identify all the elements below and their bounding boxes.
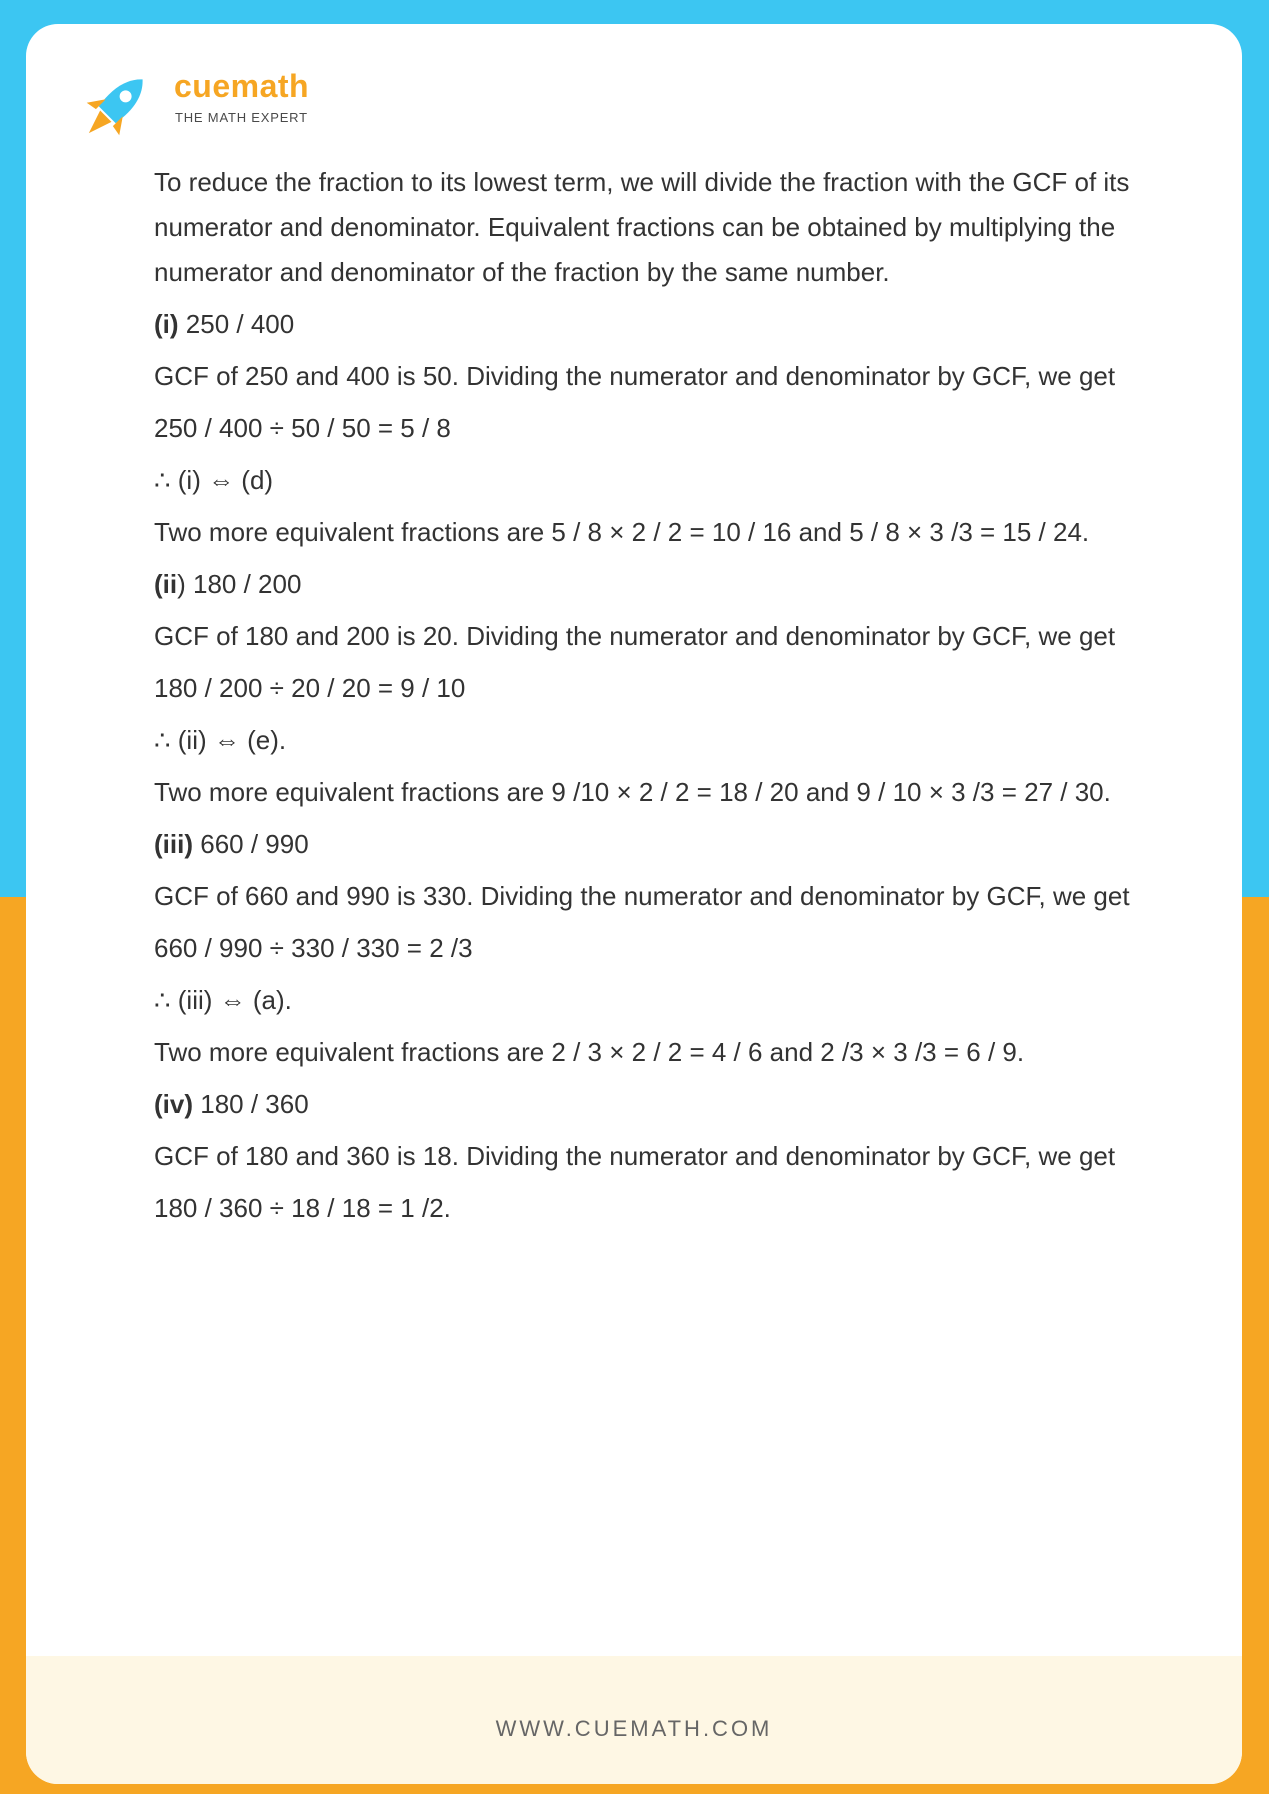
brand-logo[interactable] xyxy=(70,62,310,152)
gcf-text: GCF of 180 and 360 is 18. Dividing the numerator and denominator by GCF, we get xyxy=(154,1141,1116,1171)
calculation: 660 / 990 ÷ 330 / 330 = 2 /3 xyxy=(154,933,473,963)
rocket-icon xyxy=(70,62,160,152)
gcf-text: GCF of 660 and 990 is 330. Dividing the numerator and denominator by GCF, we get xyxy=(154,881,1130,911)
part-label: (iv) xyxy=(154,1089,193,1119)
equivalents-text: Two more equivalent fractions are 2 / 3 × 2 / 2 = 4 / 6 and 2 /3 × 3 /3 = 6 / 9. xyxy=(154,1037,1025,1067)
part-label: (ii xyxy=(154,569,178,599)
part-fraction: 660 / 990 xyxy=(200,829,309,859)
part-fraction: ) 180 / 200 xyxy=(177,569,302,599)
calculation: 180 / 200 ÷ 20 / 20 = 9 / 10 xyxy=(154,673,466,703)
footer-url[interactable]: WWW.CUEMATH.COM xyxy=(495,1716,773,1741)
match-result: ∴ (i) ⇔ (d) xyxy=(154,465,274,495)
gcf-text: GCF of 180 and 200 is 20. Dividing the numerator and denominator by GCF, we get xyxy=(154,621,1116,651)
footer-band xyxy=(26,1656,1242,1784)
equivalents-text: Two more equivalent fractions are 5 / 8 × 2 / 2 = 10 / 16 and 5 / 8 × 3 /3 = 15 / 24. xyxy=(154,517,1090,547)
part-heading xyxy=(154,822,1134,867)
solution-content xyxy=(154,160,1134,1238)
calculation: 250 / 400 ÷ 50 / 50 = 5 / 8 xyxy=(154,413,451,443)
intro-paragraph: To reduce the fraction to its lowest term, we will divide the fraction with the GCF of its numerator and denominator. Equivalent fractions can be obtained by multiplying the numerator and denominator of the fraction by the same number. xyxy=(154,167,1130,287)
gcf-text: GCF of 250 and 400 is 50. Dividing the numerator and denominator by GCF, we get xyxy=(154,361,1116,391)
part-heading xyxy=(154,1082,1134,1127)
part-label: (i) xyxy=(154,309,179,339)
calculation: 180 / 360 ÷ 18 / 18 = 1 /2. xyxy=(154,1193,451,1223)
brand-tagline: THE MATH EXPERT xyxy=(175,110,308,125)
match-result: ∴ (ii) ⇔ (e). xyxy=(154,725,287,755)
part-heading xyxy=(154,562,1134,607)
equivalents-text: Two more equivalent fractions are 9 /10 × 2 / 2 = 18 / 20 and 9 / 10 × 3 /3 = 27 / 30. xyxy=(154,777,1111,807)
page-card xyxy=(26,24,1242,1784)
part-fraction: 180 / 360 xyxy=(200,1089,309,1119)
part-fraction: 250 / 400 xyxy=(185,309,295,339)
part-heading xyxy=(154,302,1134,347)
brand-name: cuemath xyxy=(174,68,310,104)
part-label: (iii) xyxy=(154,829,193,859)
match-result: ∴ (iii) ⇔ (a). xyxy=(154,985,292,1015)
